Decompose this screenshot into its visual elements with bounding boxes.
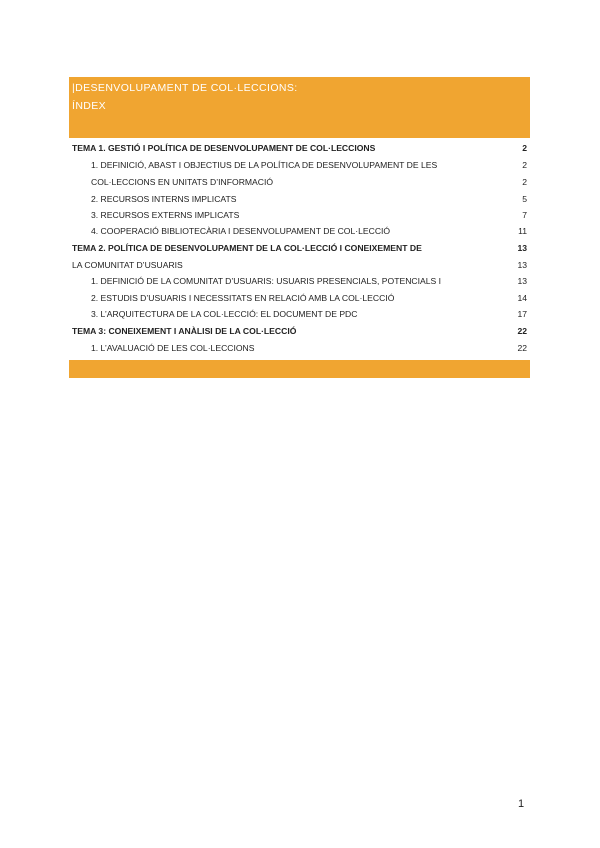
- page-number: 1: [518, 798, 525, 810]
- toc-entry-text: COL·LECCIONS EN UNITATS D’INFORMACIÓ: [91, 177, 274, 187]
- table-of-contents: [69, 138, 530, 378]
- toc-entry[interactable]: [69, 258, 530, 272]
- toc-entry[interactable]: [69, 208, 530, 222]
- toc-entry-text: TEMA 1. GESTIÓ I POLÍTICA DE DESENVOLUPAMENT DE COL·LECCIONS: [72, 143, 376, 153]
- toc-entry[interactable]: [69, 341, 530, 355]
- toc-entry-page: 13: [517, 243, 527, 253]
- toc-entry-text: 3. RECURSOS EXTERNS IMPLICATS: [91, 210, 240, 220]
- toc-entry-text: 1. DEFINICIÓ DE LA COMUNITAT D’USUARIS: USUARIS PRESENCIALS, POTENCIALS I: [91, 276, 442, 286]
- toc-entry[interactable]: [69, 158, 530, 172]
- toc-entry-page: 7: [522, 210, 527, 220]
- header-band: [69, 77, 530, 138]
- toc-entry-page: 22: [517, 326, 527, 336]
- toc-entry-text: 3. L’ARQUITECTURA DE LA COL·LECCIÓ: EL DOCUMENT DE PDC: [91, 309, 358, 319]
- toc-entry-page: 13: [517, 260, 527, 270]
- toc-entry[interactable]: [69, 141, 530, 155]
- toc-entry-page: 2: [522, 160, 527, 170]
- document-title: |DESENVOLUPAMENT DE COL·LECCIONS:: [72, 82, 298, 94]
- toc-entry-text: 1. DEFINICIÓ, ABAST I OBJECTIUS DE LA POLÍTICA DE DESENVOLUPAMENT DE LES: [91, 160, 438, 170]
- toc-entry-page: 14: [517, 293, 527, 303]
- toc-entry[interactable]: [69, 307, 530, 321]
- toc-entry-text: 4. COOPERACIÓ BIBLIOTECÀRIA I DESENVOLUPAMENT DE COL·LECCIÓ: [91, 226, 391, 236]
- toc-entry-text: 1. L’AVALUACIÓ DE LES COL·LECCIONS: [91, 343, 255, 353]
- toc-entry-page: 2: [522, 177, 527, 187]
- toc-entry-page: 2: [522, 143, 527, 153]
- toc-entry[interactable]: [69, 274, 530, 288]
- toc-entry[interactable]: [69, 175, 530, 189]
- toc-entry-text: 2. ESTUDIS D’USUARIS I NECESSITATS EN RELACIÓ AMB LA COL·LECCIÓ: [91, 293, 395, 303]
- footer-band: [69, 360, 530, 378]
- toc-entry-page: 5: [522, 194, 527, 204]
- toc-entry[interactable]: [69, 192, 530, 206]
- toc-entry[interactable]: [69, 241, 530, 255]
- toc-entry-text: TEMA 3: CONEIXEMENT I ANÀLISI DE LA COL·LECCIÓ: [72, 326, 297, 336]
- toc-entry-page: 13: [517, 276, 527, 286]
- toc-entry-page: 22: [517, 343, 527, 353]
- toc-entry-text: 2. RECURSOS INTERNS IMPLICATS: [91, 194, 237, 204]
- toc-entry-text: TEMA 2. POLÍTICA DE DESENVOLUPAMENT DE LA COL·LECCIÓ I CONEIXEMENT DE: [72, 243, 422, 253]
- toc-entry-text: LA COMUNITAT D’USUARIS: [72, 260, 183, 270]
- toc-entry[interactable]: [69, 291, 530, 305]
- index-heading: ÍNDEX: [72, 100, 107, 112]
- toc-entry[interactable]: [69, 224, 530, 238]
- toc-entry-page: 17: [517, 309, 527, 319]
- toc-entry-page: 11: [518, 226, 527, 236]
- toc-entry[interactable]: [69, 324, 530, 338]
